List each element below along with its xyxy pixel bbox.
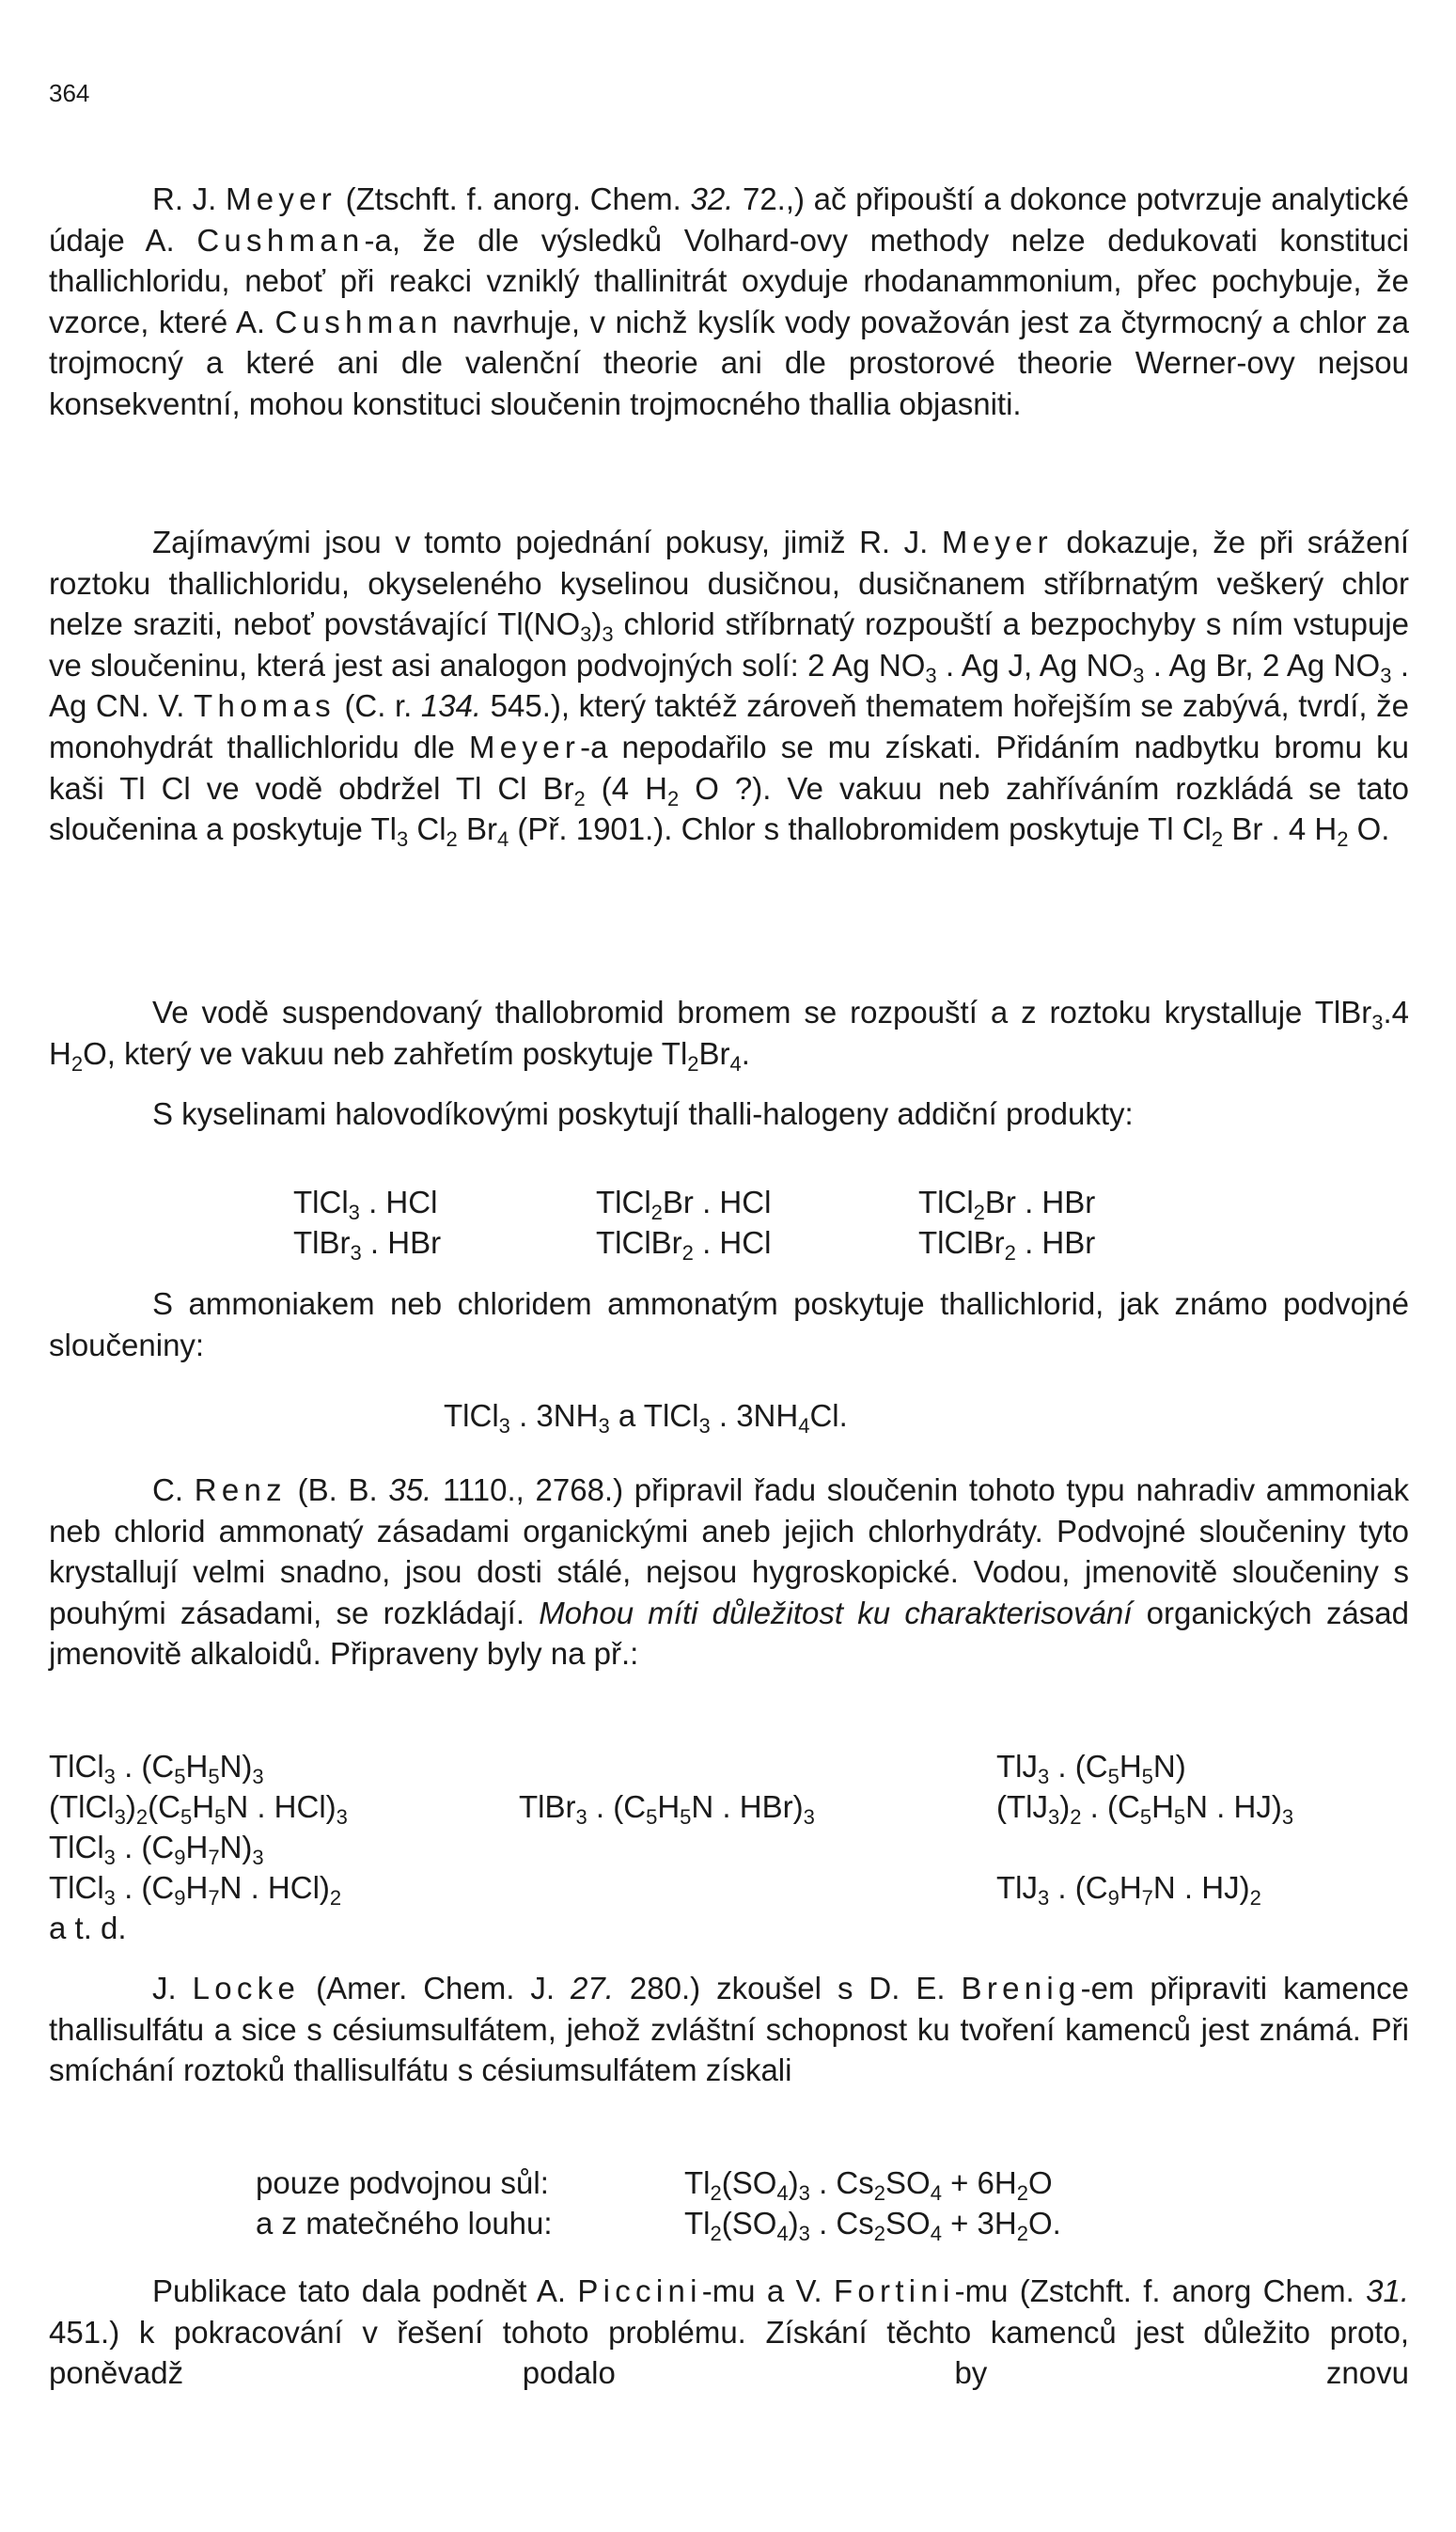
list-item: TlJ$_3$ . $(C_5H_5N)$ [996,1749,1186,1788]
paragraph-meyer-cushman: R. J. Meyer (Ztschft. f. anorg. Chem. 32. 72.,) ač připouští a dokonce potvrzuje analytické údaje A. Cushman-a, že dle výsledků Volhard-ovy methody nelze dedukovati konstituci thallichloridu, neboť při reakci vzniklý thallinitrát oxyduje rhodanammonium, přec pochybuje, že vzorce, které A. Cushman navrhuje, v nichž kyslík vody považován jest za čtyrmocný a chlor za trojmocný a které ani dle valenční theorie ani dle prostorové theorie Werner-ovy nejsou konsekventní, mohou konstituci sloučenin trojmocného thallia objasniti. [49,181,1409,421]
author-thomas: Thomas [194,688,336,724]
paragraph-thallobromid: Ve vodě suspendovaný thallobromid bromem se rozpouští a z roztoku krystalluje TlBr$_3$.4 $H_2O$, který ve vakuu neb zahřetím poskytuje $Tl_2Br_4$. [49,995,1409,1076]
paragraph-ammonia: S ammoniakem neb chloridem ammonatým poskytuje thallichlorid, jak známo podvojné sloučeniny: [49,1286,1409,1362]
paragraph-piccini-fortini: Publikace tato dala podnět A. Piccini-mu a V. Fortini-mu (Zstchft. f. anorg Chem. 31. 451.) k pokracování v řešení tohoto problému. Získání těchto kamenců jest důležito proto, poněvadž podalo by znovu [49,2273,1410,2391]
list-item: a z matečného louhu: [256,2206,553,2241]
list-item: $(TlJ_3)_2$ . ($C_5H_5N$ . $HJ)_3$ [996,1789,1294,1829]
author-piccini: Piccini [577,2273,702,2308]
double-salts-formula: TlCl$_3$ . $3NH_3$ a TlCl$_3$ . $3NH_4Cl$. [444,1398,848,1438]
author-meyer: Meyer [225,181,337,216]
table-row: TlCl$_3$ . HCl TlCl$_2$Br . HCl TlCl$_2$Br . HBr [293,1185,1096,1224]
addition-products-table [293,1182,1233,1263]
author-brenig: Brenig [961,1971,1081,2005]
list-item: TlJ$_3$ . ($C_9H_7N$ . $HJ)_2$ [996,1870,1261,1910]
list-item: TlCl$_3$ . ($C_9H_7N$ . $HCl)_2$ [49,1870,342,1910]
author-renz: Renz [194,1472,287,1507]
list-item: TlCl$_3$ . $(C_5H_5N)_3$ [49,1749,264,1788]
list-item: $(TlCl_3)_2(C_5H_5N$ . $HCl)_3$ [49,1789,348,1829]
paragraph-meyer-experiments: Zajímavými jsou v tomto pojednání pokusy, jimiž R. J. Meyer dokazuje, že při srážení roztoku thallichloridu, okyseleného kyselinou dusičnou, dusičnanem stříbrnatým veškerý chlor nelze sraziti, neboť povstávající $Tl(NO_3)_3$ chlorid stříbrnatý rozpouští a bezpochyby s ním vstupuje ve sloučeninu, která jest asi analogon podvojných solí: 2 Ag $NO_3$ . Ag J, Ag $NO_3$ . Ag Br, 2 Ag $NO_3$ . Ag CN. V. Thomas (C. r. 134. 545.), který taktéž zároveň thematem hořejším se zabývá, tvrdí, že monohydrát thallichloridu dle Meyer-a nepodařilo se mu získati. Přidáním nadbytku bromu ku kaši Tl Cl ve vodě obdržel Tl Cl $Br_2$ (4 $H_2$ O ?). Ve vakuu neb zahříváním rozkládá se tato sloučenina a poskytuje $Tl_3$ $Cl_2$ $Br_4$ (Př. 1901.). Chlor s thallobromidem poskytuje Tl $Cl_2$ Br . 4 $H_2$ O. [49,525,1410,852]
list-item: $Tl_2(SO_4)_3$ . $Cs_2SO_4 + 6H_2O$ [684,2165,1053,2205]
paragraph-renz: C. Renz (B. B. 35. 1110., 2768.) připravil řadu sloučenin tohoto typu nahradiv ammoniak neb chlorid ammonatý zásadami organickými aneb jejich chlorhydráty. Podvojné sloučeniny tyto krystallují velmi snadno, jsou dosti stálé, nejsou hygroskopické. Vodou, jmenovitě sloučeniny s pouhými zásadami, se rozkládají. Mohou míti důležitost ku charakterisování organických zásad jmenovitě alkaloidů. Připraveny byly na př.: [49,1472,1410,1672]
list-item: a t. d. [49,1911,127,1945]
list-item: pouze podvojnou sůl: [256,2165,549,2200]
list-item: $Tl_2(SO_4)_3$ . $Cs_2SO_4 + 3H_2O$. [684,2206,1061,2245]
list-item: TlBr$_3$ . ($C_5H_5N$ . $HBr)_3$ [519,1789,815,1829]
author-fortini: Fortini [833,2273,955,2308]
paragraph-halogen-acids: S kyselinami halovodíkovými poskytují thalli-halogeny addiční produkty: [152,1096,1134,1131]
author-cushman: Cushman [196,222,365,258]
emphasis-text: Mohou míti důležitost ku charakterisování [539,1595,1133,1630]
paragraph-locke: J. Locke (Amer. Chem. J. 27. 280.) zkoušel s D. E. Brenig-em připraviti kamence thallisulfátu a sice s césiumsulfátem, jehož zvláštní schopnost ku tvoření kamenců jest známá. Při smíchání roztoků thallisulfátu s césiumsulfátem získali [49,1971,1409,2088]
page-number: 364 [49,79,90,107]
table-row: TlBr$_3$ . HBr TlClBr$_2$ . HCl TlClBr$_2$ . HBr [293,1225,1096,1265]
author-locke: Locke [192,1971,301,2005]
list-item: TlCl$_3$ . $(C_9H_7N)_3$ [49,1830,264,1869]
